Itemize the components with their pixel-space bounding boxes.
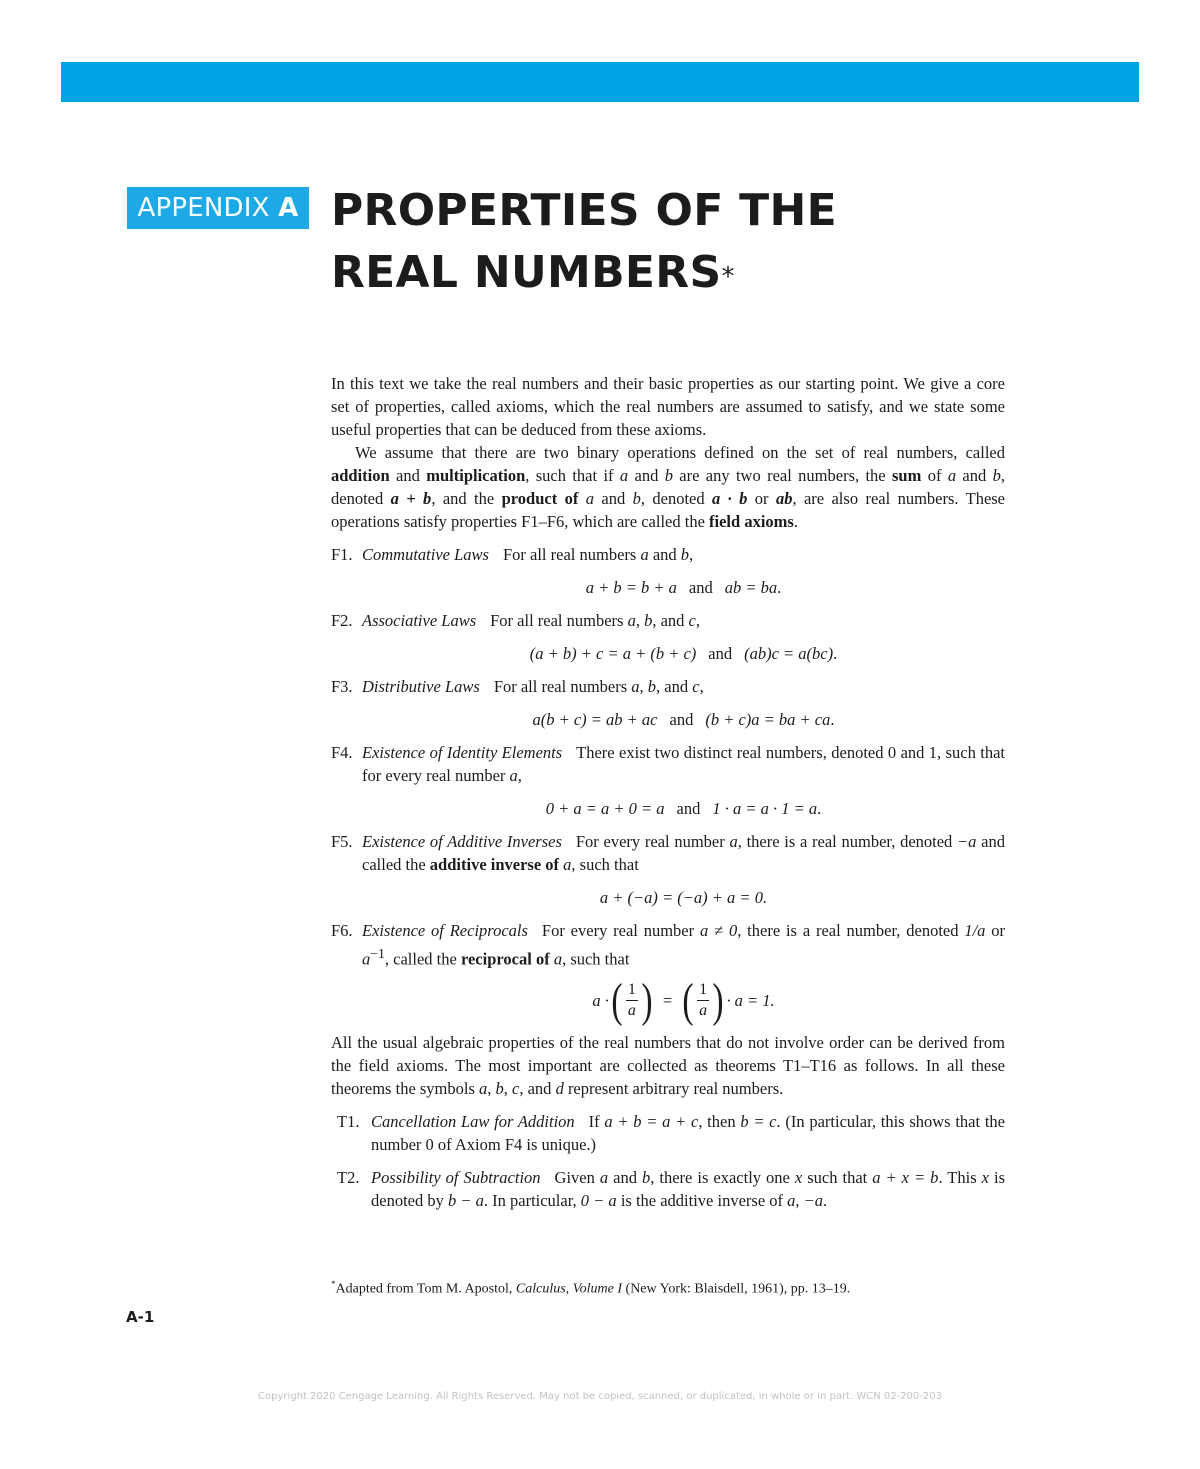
operations-paragraph: We assume that there are two binary operations defined on the set of real numbers, called addition and multiplication, such that if a and b are any two real numbers, the sum of a and b, denoted a + b, and the product of a and b, denoted a · b or ab, are also real numbers. These operations satisfy properties F1–F6, which are called the field axioms. — [331, 443, 1006, 531]
axiom-f2: F2. Associative Laws For all real numbers a, b, and c, (a + b) + c = a + (b + c) and (ab)c = a(bc). — [331, 609, 1005, 665]
appendix-badge: APPENDIX A — [127, 187, 309, 229]
axiom-f6: F6. Existence of Reciprocals For every real number a ≠ 0, there is a real number, denoted 1/a or $a^{-1}$, called the reciprocal of a, such that a · ( $\frac{1}{a}$ ) = ( $\frac{1}{a}$ ) · a = 1. — [331, 921, 1005, 1027]
equation: a(b + c) = ab + ac and (b + c)a = ba + ca. — [532, 710, 835, 729]
page-number: A-1 — [126, 1308, 155, 1326]
theorem-t1: T1. Cancellation Law for Addition If a + b = a + c, then b = c. (In particular, this shows that the number 0 of Axiom F4 is unique.) — [337, 1111, 1005, 1154]
footnote: *Adapted from Tom M. Apostol, Calculus, Volume I (New York: Blaisdell, 1961), pp. 13–19. — [331, 1279, 851, 1297]
theorem-t2: T2. Possibility of Subtraction Given a and b, there is exactly one x such that a + x = b. This x is denoted by b − a. In particular, 0 − a is the additive inverse of a, −a. — [337, 1167, 1005, 1210]
equation: (a + b) + c = a + (b + c) and (ab)c = a(bc). — [529, 644, 838, 663]
intro-paragraph: In this text we take the real numbers and their basic properties as our starting point. We give a core set of properties, called axioms, which the real numbers are assumed to satisfy, and we state some useful properties that can be deduced from these axioms. — [331, 374, 1005, 439]
axiom-f4: F4. Existence of Identity Elements There exist two distinct real numbers, denoted 0 and 1, such that for every real number a, 0 + a = a + 0 = a and 1 · a = a · 1 = a. — [331, 743, 1005, 818]
axiom-f3: F3. Distributive Laws For all real numbers a, b, and c, a(b + c) = ab + ac and (b + c)a = ba + ca. — [331, 675, 1005, 731]
top-color-bar — [61, 62, 1139, 102]
axiom-f5: F5. Existence of Additive Inverses For every real number a, there is a real number, denoted −a and called the additive inverse of a, such that a + (−a) = (−a) + a = 0. — [331, 832, 1005, 907]
equation: a + (−a) = (−a) + a = 0. — [599, 888, 768, 907]
copyright-notice: Copyright 2020 Cengage Learning. All Rights Reserved. May not be copied, scanned, or duplicated, in whole or in part. WCN 02-200-203 — [258, 1391, 942, 1402]
equation: 0 + a = a + 0 = a and 1 · a = a · 1 = a. — [545, 799, 822, 818]
axiom-f1: F1. Commutative Laws For all real numbers a and b, a + b = b + a and ab = ba. — [331, 543, 1005, 599]
main-text — [331, 372, 1005, 1212]
theorems-intro: All the usual algebraic properties of the real numbers that do not involve order can be derived from the field axioms. The most important are collected as theorems T1–T16 as follows. In all these theorems the symbols a, b, c, and d represent arbitrary real numbers. — [331, 1032, 1005, 1098]
page-title: PROPERTIES OF THE REAL NUMBERS* — [331, 185, 837, 298]
reciprocal-equation: a · ( $\frac{1}{a}$ ) = ( $\frac{1}{a}$ ) · a = 1. — [592, 973, 775, 1027]
equation: a + b = b + a and ab = ba. — [585, 578, 782, 597]
